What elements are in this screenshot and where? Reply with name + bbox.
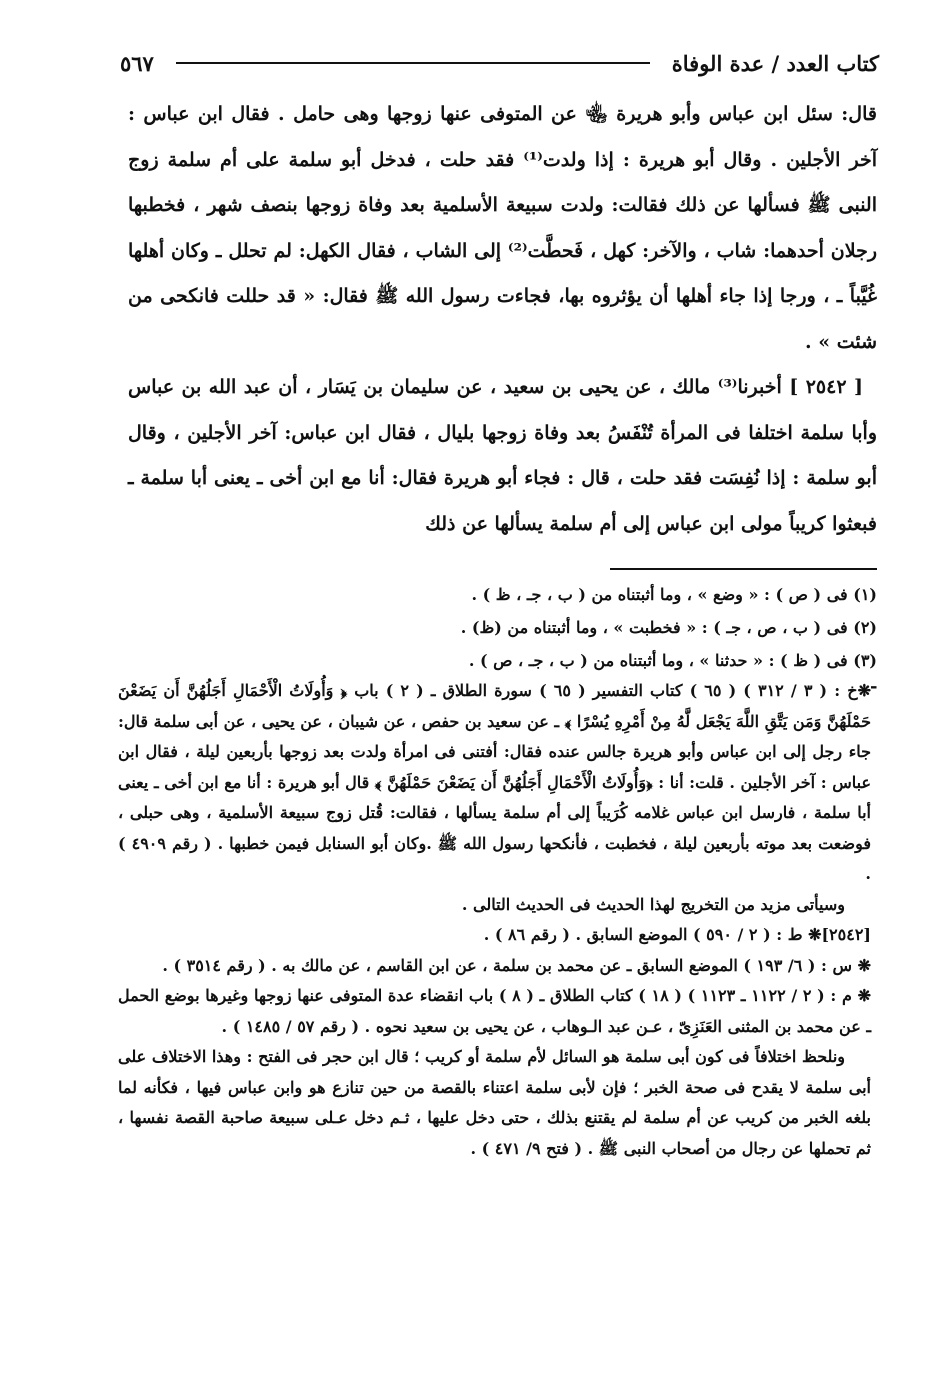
takhrij-notes	[118, 676, 871, 1164]
section-dash: -	[870, 676, 878, 697]
takhrij-remark: وسيأتى مزيد من التخريج لهذا الحديث فى الحديث التالى .	[461, 894, 845, 914]
footnote-2: (٢) فى ( ب ، ص ، جـ ) : « فخطبت » ، وما أثبتناه من (ظ) .	[460, 618, 877, 637]
header-rule	[176, 62, 650, 64]
takhrij-muwatta: [٢٥٤٢]❋ ط : ( ٢ / ٥٩٠ ) الموضع السابق . ( رقم ٨٦ ) .	[483, 925, 871, 944]
footnote-1: (١) فى ( ص ) : « وضع » ، وما أثبتناه من ( ب ، جـ ، ظ ) .	[471, 585, 877, 604]
body-paragraph: قال: سئل ابن عباس وأبو هريرة ﵄ عن المتوفى عنها زوجها وهى حامل . فقال ابن عباس : آخر الأجلين . وقال أبو هريرة : إذا ولدت⁽¹⁾ فقد حلت ، فدخل أبو سلمة على أم سلمة زوج النبى ﷺ فسألها عن ذلك فقالت: ولدت سبيعة الأسلمية بعد وفاة زوجها بنصف شهر ، فخطبها رجلان أحدهما: شاب ، والآخر: كهل ، فَحطَّت⁽²⁾ إلى الشاب ، فقال الكهل: لم تحلل ـ وكان أهلها غُيَّباً ـ ، ورجا إذا جاء أهلها أن يؤثروه بها، فجاءت رسول الله ﷺ فقال: « قد حللت فانكحى من شئت » .	[128, 103, 877, 353]
footnotes	[380, 578, 877, 677]
takhrij-commentary: ونلحظ اختلافاً فى كون أبى سلمة هو السائل لأم سلمة أو كريب ؛ قال ابن حجر فى الفتح : وهذا الاختلاف على أبى سلمة لا يقدح فى صحة الخبر ؛ فإن لأبى سلمة اعتناء بالقصة من حين تنازع هو وابن عباس فيها ، فكأنه لما بلغه الخبر من كريب عن أم سلمة لم يقتنع بذلك ، حتى دخل عليها ، ثـم دخل عـلى سبيعة صاحبة القصة نفسها ، ثم تحملها عن رجال من أصحاب النبى ﷺ . ( فتح ٩/ ٤٧١ ) .	[118, 1047, 872, 1158]
page-number: ٥٦٧	[120, 50, 154, 76]
footnote-rule	[610, 568, 877, 570]
main-text	[128, 92, 877, 547]
hadith-2542: [ ٢٥٤٢ ] أخبرنا⁽³⁾ مالك ، عن يحيى بن سعيد ، عن سليمان بن يَسَار ، أن عبد الله بن عباس وأبا سلمة اختلفا فى المرأة تُنْفَسُ بعد وفاة زوجها بليال ، فقال ابن عباس: آخر الأجلين ، وقال أبو سلمة : إذا نُفِسَت فقد حلت ، قال : فجاء أبو هريرة فقال: أنا مع ابن أخى ـ يعنى أبا سلمة ـ فبعثوا كريباً مولى ابن عباس إلى أم سلمة يسألها عن ذلك	[128, 376, 877, 535]
takhrij-muslim: ❋ م : ( ٢ / ١١٢٢ ـ ١١٢٣ ) ( ١٨ ) كتاب الطلاق ـ ( ٨ ) باب انقضاء عدة المتوفى عنها زوجها وغيرها بوضع الحمل ـ عن محمد بن المثنى العَنَزِىّ ، عـن عبد الـوهاب ، عن يحيى بن سعيد نحوه . ( رقم ٥٧ / ١٤٨٥ ) .	[118, 986, 872, 1036]
page-header	[120, 46, 879, 80]
footnote-3: (٣) فى ( ظ ) : « حدثنا » ، وما أثبتناه من ( ب ، جـ ، ص ) .	[468, 651, 877, 670]
takhrij-nasai: ❋ س : ( ٦/ ١٩٣ ) الموضع السابق ـ عن محمد بن سلمة ، عن ابن القاسم ، عن مالك به . ( رقم ٣٥١٤ ) .	[162, 955, 871, 975]
running-title: كتاب العدد / عدة الوفاة	[671, 50, 879, 76]
takhrij-bukhari: ❋خ : ( ٣ / ٣١٢ ) ( ٦٥ ) كتاب التفسير ( ٦٥ ) سورة الطلاق ـ ( ٢ ) باب ﴿ وَأُولَاتُ الْأَحْمَالِ أَجَلُهُنَّ أَن يَضَعْنَ حَمْلَهُنَّ وَمَن يَتَّقِ اللَّهَ يَجْعَل لَّهُ مِنْ أَمْرِهِ يُسْرًا ﴾ ـ عن سعيد بن حفص ، عن شيبان ، عن يحيى ، عن أبى سلمة قال: جاء رجل إلى ابن عباس وأبو هريرة جالس عنده فقال: أفتنى فى امرأة ولدت بعد زوجها بأربعين ليلة ، فقال ابن عباس : آخر الأجلين . قلت: أنا : ﴿وَأُولَاتُ الْأَحْمَالِ أَجَلُهُنَّ أَن يَضَعْنَ حَمْلَهُنَّ ﴾ قال أبو هريرة : أنا مع ابن أخى ـ يعنى أبا سلمة ، فارسل ابن عباس غلامه كُرَيباً إلى أم سلمة يسألها ، فقالت: قُتل زوج سبيعة الأسلمية ، وهى حبلى ، فوضعت بعد موته بأربعين ليلة ، فخطبت ، فأنكحها رسول الله ﷺ .وكان أبو السنابل فيمن خطبها . ( رقم ٤٩٠٩ ) .	[118, 681, 872, 883]
